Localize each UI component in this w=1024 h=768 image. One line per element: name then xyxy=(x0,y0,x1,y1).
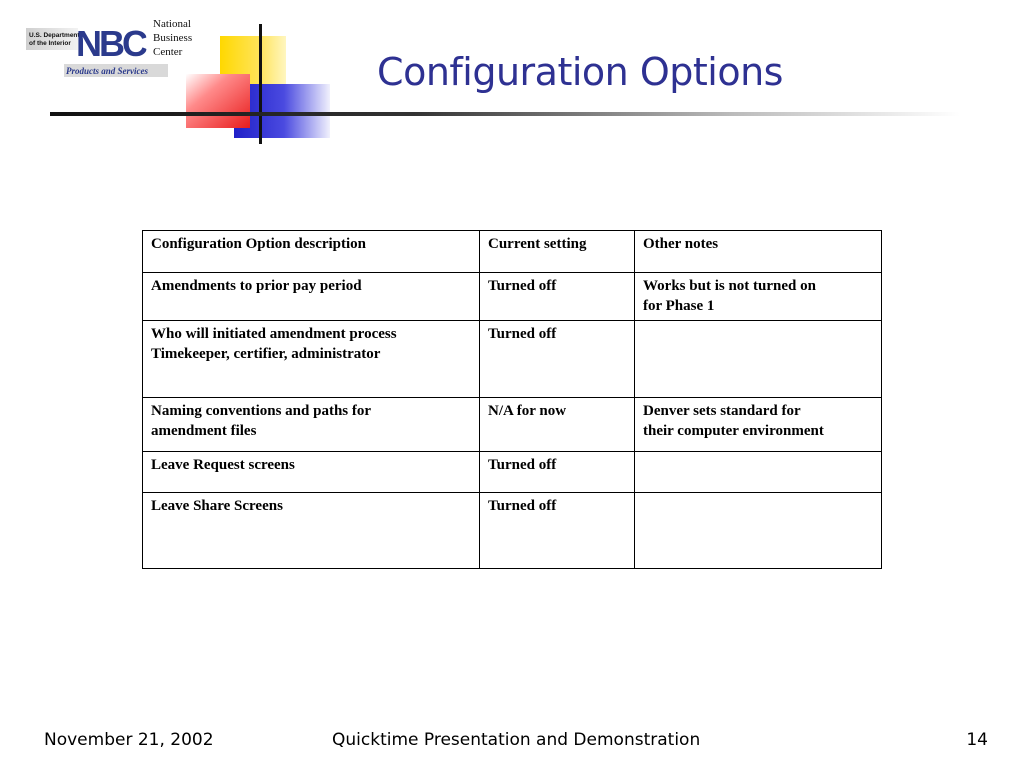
row-setting: Turned off xyxy=(480,493,635,569)
table-row xyxy=(143,321,882,398)
nbc-logo-graphic xyxy=(26,14,206,80)
description-line: Timekeeper, certifier, administrator xyxy=(151,346,381,362)
description-line: Who will initiated amendment process xyxy=(151,326,397,342)
row-setting: Turned off xyxy=(480,321,635,398)
description-line: Leave Request screens xyxy=(151,457,295,473)
description-line: amendment files xyxy=(151,423,257,439)
row-setting: N/A for now xyxy=(480,398,635,452)
header-current-setting: Current setting xyxy=(480,231,635,273)
row-description xyxy=(143,493,480,569)
notes-line: Denver sets standard for xyxy=(643,403,801,419)
vertical-divider xyxy=(259,24,262,144)
table-row xyxy=(143,398,882,452)
row-notes xyxy=(635,398,882,452)
logo-name-line3: Center xyxy=(153,46,183,58)
row-setting: Turned off xyxy=(480,273,635,321)
configuration-table xyxy=(142,230,882,569)
notes-line: Works but is not turned on xyxy=(643,278,816,294)
nbc-logo xyxy=(26,14,206,80)
description-line: Amendments to prior pay period xyxy=(151,278,362,294)
logo-name-line1: National xyxy=(153,18,191,30)
row-notes xyxy=(635,273,882,321)
row-notes xyxy=(635,452,882,493)
row-setting: Turned off xyxy=(480,452,635,493)
logo-tagline: Products and Services xyxy=(66,66,148,76)
description-line: Leave Share Screens xyxy=(151,498,283,514)
row-description xyxy=(143,273,480,321)
row-description xyxy=(143,321,480,398)
title-rule xyxy=(50,112,960,116)
red-square xyxy=(186,74,250,128)
notes-line: for Phase 1 xyxy=(643,298,715,314)
logo-dept-line1: U.S. Department xyxy=(29,32,80,39)
logo-dept-line2: of the Interior xyxy=(29,40,71,47)
table-row xyxy=(143,493,882,569)
header-other-notes: Other notes xyxy=(635,231,882,273)
row-notes xyxy=(635,493,882,569)
decorative-squares xyxy=(180,20,330,150)
slide-footer xyxy=(0,730,1024,756)
logo-name-line2: Business xyxy=(153,32,193,44)
footer-date: November 21, 2002 xyxy=(44,730,214,750)
table-row xyxy=(143,273,882,321)
footer-presentation-title: Quicktime Presentation and Demonstration xyxy=(332,730,701,750)
logo-mark: NBC xyxy=(76,23,145,64)
slide-title: Configuration Options xyxy=(377,50,783,94)
row-description xyxy=(143,398,480,452)
table-header-row xyxy=(143,231,882,273)
footer-page-number: 14 xyxy=(966,730,988,750)
description-line: Naming conventions and paths for xyxy=(151,403,372,419)
row-notes xyxy=(635,321,882,398)
header-description: Configuration Option description xyxy=(143,231,480,273)
table-row xyxy=(143,452,882,493)
notes-line: their computer environment xyxy=(643,423,824,439)
row-description xyxy=(143,452,480,493)
